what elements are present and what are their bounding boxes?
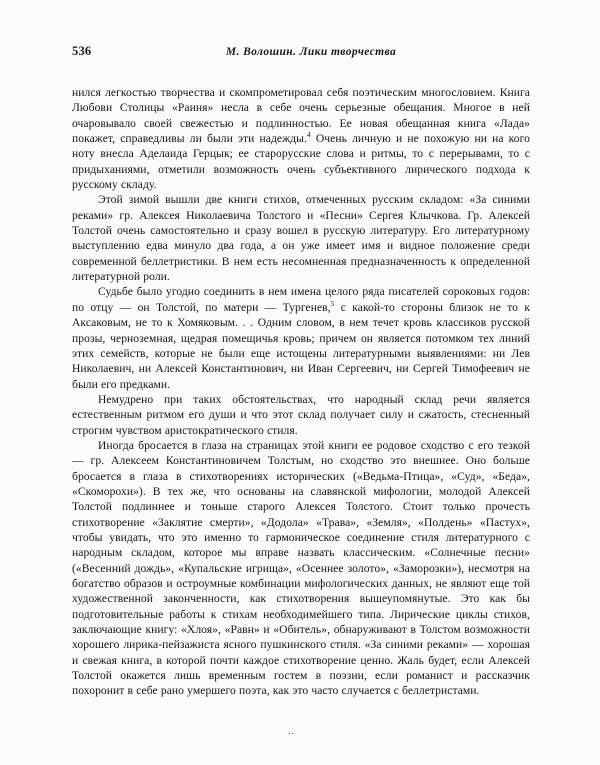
- footnote-ref-5: 5: [330, 298, 335, 308]
- page-content: [72, 44, 530, 699]
- running-title: М. Волошин. Лики творчества: [225, 46, 397, 58]
- paragraph-1-text: нился легкостью творчества и скомпрометировал себя поэтическим многословием. Книга Любови Столицы «Раиня» несла в себе очень серьезные обещания. Многое в ней очаровывало своей свежестью и подлинностью. Ее новая обещанная книга «Лада» покажет, справедливы ли были эти надежды.: [72, 86, 530, 146]
- footnote-ref-4: 4: [306, 130, 311, 140]
- paragraph-3: [72, 284, 530, 391]
- paragraph-1: [72, 85, 530, 192]
- paragraph-5: Иногда бросается в глаза на страницах этой книги ее родовое сходство с его тезкой — гр. Алексеем Константиновичем Толстым, но сходство это внешнее. Оно больше бросается в глаза в стихотворениях исторических («Ведьма-Птица», «Суд», «Беда», «Скоморохи»). В тех же, что основаны на славянской мифологии, молодой Алексей Толстой подлиннее и тоньше старого Алексея Толстого. Стоит только прочесть стихотворение «Заклятие смерти», «Додола» «Трава», «Земля», «Полдень» «Пастух», чтобы увидать, что это именно то гармоническое соединение стиля литературного с народным складом, которое мы вправе назвать классическим. «Солнечные песни» («Весенний дождь», «Купальские игрища», «Осеннее золото», «Заморозки»), несмотря на богатство образов и остроумные комбинации мифологических данных, не являют еще той художественной законченности, как стихотворения вышеупомянутые. Это как бы подготовительные работы к стихам необходимейшего типа. Лирические циклы стихов, заключающие книгу: «Хлоя», «Равн» и «Обитель», обнаруживают в Толстом возможности хорошего лирика-пейзажиста ясного пушкинского стиля. «За синими реками» — хорошая и свежая книга, в которой почти каждое стихотворение ценно. Жаль будет, если Алексей Толстой окажется лишь временным гостем в поэзии, если романист и рассказчик похоронит в себе рано умершего поэта, как это часто случается с беллетристами.: [72, 438, 530, 698]
- page-header: [72, 44, 530, 59]
- paragraph-3-text: Судьбе было угодно соединить в нем имена целого ряда писателей сороковых годов: по отцу — он Толстой, по матери — Тургенев,: [72, 285, 530, 314]
- paragraph-3-text-after: с какой-то стороны близок не то к Аксаковым, не то к Хомяковым. . . Одним словом, в нем течет кровь классиков русской прозы, черноземная, щедрая помещичья кровь; причем он является потомком тех линий этих семейств, которые не были еще истощены литературными выявлениями: ни Лев Николаевич, ни Алексей Константинович, ни Иван Сергеевич, ни Сергей Тимофеевич не были его предками.: [72, 300, 531, 391]
- paragraph-4: Немудрено при таких обстоятельствах, что народный склад речи является естественным ритмом его души и что этот склад получает силу и сжатость, стесненный строгим чувством аристократического стиля.: [72, 392, 530, 437]
- body-text: [72, 85, 530, 699]
- page-footer-mark: ..: [288, 726, 295, 737]
- paragraph-2: Этой зимой вышли две книги стихов, отмеченных русским складом: «За синими реками» гр. Алексея Николаевича Толстого и «Песни» Сергея Клычкова. Гр. Алексей Толстой очень самостоятельно и сразу вошел в русскую литературу. Его литературному выступлению едва минуло два года, а он уже имеет имя и видное положение среди современной беллетристики. В нем есть несомненная предназначенность к определенной литературной роли.: [72, 193, 530, 284]
- page-number: 536: [72, 44, 92, 58]
- paragraph-1-text-after: Очень личную и не похожую ни на кого ноту внесла Аделаида Герцык; ее старорусские слова и ритмы, то с перерывами, то с придыханиями, отметили возможность очень субъективного лирического подхода к русскому складу.: [72, 132, 530, 192]
